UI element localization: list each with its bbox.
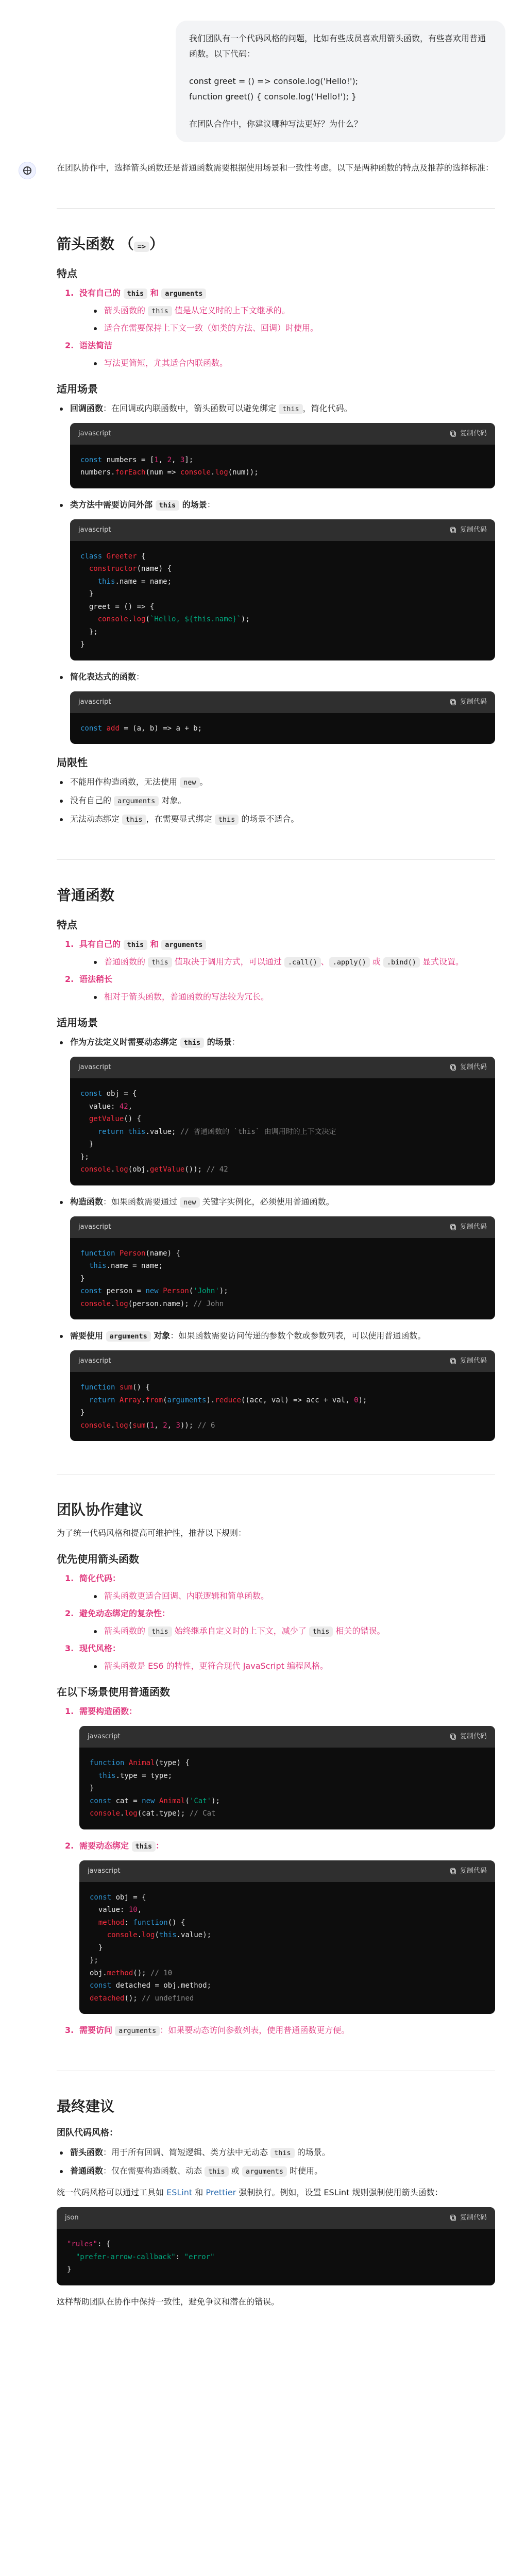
normal-scenes-title: 适用场景 xyxy=(57,1016,98,1029)
assistant-message xyxy=(57,161,495,2309)
code-content: "rules": { "prefer-arrow-callback": "error" } xyxy=(67,2240,215,2274)
normal-scenes-list xyxy=(59,1035,495,1441)
code-block xyxy=(79,1860,495,2014)
normal-section-title: 普通函数 xyxy=(57,887,115,904)
list-item: 写法更简短，尤其适合内联函数。 xyxy=(93,356,495,370)
list-item: 回调函数：在回调或内联函数中，箭头函数可以避免绑定 this ，简化代码。 javascript 复制代码 const numbers = [1, 2, 3]; numbers.forEach(num => console.log(num)); xyxy=(59,401,495,488)
copy-code-button[interactable]: 复制代码 xyxy=(450,1866,487,1877)
user-code-line-2: function greet() { console.log('Hello!'); } xyxy=(189,92,357,102)
divider xyxy=(57,208,495,209)
code-language: javascript xyxy=(78,526,111,534)
list-item: 1. 需要构造函数： javascript 复制代码 function Animal(type) { this.type = type; } const cat = new Animal('Cat'); console.log(cat.type); // Cat xyxy=(65,1704,495,1829)
normal-features-list xyxy=(65,937,495,1004)
arrow-limits-list xyxy=(59,775,495,826)
copy-code-button[interactable]: 复制代码 xyxy=(450,1355,487,1367)
user-text-2: 在团队合作中，你建议哪种写法更好？为什么？ xyxy=(189,118,363,129)
arrow-scenes-title: 适用场景 xyxy=(57,382,98,395)
copy-icon xyxy=(450,1064,457,1071)
code-content: function Person(name) { this.name = name; } const person = new Person('John'); console.log(person.name); // John xyxy=(80,1249,228,1308)
code-content: const obj = { value: 42, getValue() { return this.value; // 普通函数的 `this` 由调用时的上下文决定 } }; console.log(obj.getValue()); // 42 xyxy=(80,1090,336,1174)
list-item: 没有自己的 arguments 对象。 xyxy=(59,793,495,808)
copy-icon xyxy=(450,1224,457,1231)
normal-features-title: 特点 xyxy=(57,919,77,931)
list-item: 简化表达式的函数： javascript 复制代码 const add = (a, b) => a + b; xyxy=(59,670,495,744)
list-item: 相对于箭头函数，普通函数的写法较为冗长。 xyxy=(93,990,495,1004)
prefer-arrow-title: 优先使用箭头函数 xyxy=(57,1553,139,1566)
list-item: 箭头函数更适合回调、内联逻辑和简单函数。 xyxy=(93,1589,495,1603)
list-item: 2. 语法稍长 相对于箭头函数，普通函数的写法较为冗长。 xyxy=(65,972,495,1004)
final-section-title: 最终建议 xyxy=(57,2098,115,2115)
code-content: class Greeter { constructor(name) { this.name = name; } greet = () => { console.log(`Hello, ${this.name}`); }; } xyxy=(80,552,250,649)
copy-code-button[interactable]: 复制代码 xyxy=(450,1731,487,1743)
list-item: 1. 具有自己的 this 和 arguments 普通函数的 this 值取决于调用方式，可以通过 .call() 、 .apply() 或 .bind() 显式设置。 xyxy=(65,937,495,969)
code-block xyxy=(57,2207,495,2285)
team-section-title: 团队协作建议 xyxy=(57,1501,144,1519)
code-block xyxy=(70,1216,495,1320)
code-language: javascript xyxy=(78,1223,111,1231)
list-item: 需要使用 arguments 对象：如果函数需要访问传递的参数个数或参数列表，可以使用普通函数。 javascript 复制代码 function sum() { return Array.from(arguments).reduce((acc, val) => acc + val, 0); } console.log(sum(1, 2, 3)); // 6 xyxy=(59,1329,495,1441)
copy-code-button[interactable]: 复制代码 xyxy=(450,1062,487,1074)
copy-icon xyxy=(450,2214,457,2222)
divider xyxy=(57,1474,495,1475)
final-list xyxy=(59,2145,495,2178)
code-language: javascript xyxy=(78,1063,111,1072)
arrow-limits-title: 局限性 xyxy=(57,756,88,769)
copy-code-button[interactable]: 复制代码 xyxy=(450,697,487,708)
list-item: 不能用作构造函数，无法使用 new 。 xyxy=(59,775,495,789)
list-item: 3. 现代风格： 箭头函数是 ES6 的特性，更符合现代 JavaScript 编程风格。 xyxy=(65,1641,495,1673)
code-language: json xyxy=(65,2213,79,2222)
code-block xyxy=(70,1057,495,1185)
final-style-title: 团队代码风格： xyxy=(57,2128,118,2139)
list-item: 适合在需要保持上下文一致（如类的方法、回调）时使用。 xyxy=(93,321,495,335)
user-message xyxy=(176,21,505,142)
team-intro: 为了统一代码风格和提高可维护性，推荐以下规则： xyxy=(57,1528,247,1538)
eslint-link[interactable]: ESLint xyxy=(166,2188,193,2198)
arrow-features-title: 特点 xyxy=(57,267,77,280)
closing-text: 这样帮助团队在协作中保持一致性，避免争议和潜在的错误。 xyxy=(57,2296,280,2307)
code-language: javascript xyxy=(78,1357,111,1365)
assistant-avatar xyxy=(19,162,36,179)
list-item: 普通函数：仅在需要构造函数、动态 this 或 arguments 时使用。 xyxy=(59,2164,495,2178)
list-item: 2. 避免动态绑定的复杂性： 箭头函数的 this 始终继承自定义时的上下文，减少了 this 相关的错误。 xyxy=(65,1606,495,1638)
use-normal-list xyxy=(65,1704,495,2038)
list-item: 构造函数：如果函数需要通过 new 关键字实例化，必须使用普通函数。 javascript 复制代码 function Person(name) { this.name = name; } const person = new Person('John'); console.log(person.name); // John xyxy=(59,1195,495,1320)
list-item: 箭头函数的 this 值是从定义时的上下文继承的。 xyxy=(93,303,495,318)
list-item: 箭头函数：用于所有回调、简短逻辑、类方法中无动态 this 的场景。 xyxy=(59,2145,495,2160)
code-content: function Animal(type) { this.type = type; } const cat = new Animal('Cat'); console.log(cat.type); // Cat xyxy=(90,1759,220,1818)
list-item: 普通函数的 this 值取决于调用方式，可以通过 .call() 、 .apply() 或 .bind() 显式设置。 xyxy=(93,955,495,969)
code-language: javascript xyxy=(78,429,111,437)
prefer-arrow-list xyxy=(65,1571,495,1673)
code-block xyxy=(70,1350,495,1441)
lint-text: 统一代码风格可以通过工具如 ESLint 和 Prettier 强制执行。例如，设置 ESLint 规则强制使用箭头函数： xyxy=(57,2188,443,2198)
code-language: javascript xyxy=(88,1867,121,1875)
list-item: 1. 简化代码： 箭头函数更适合回调、内联逻辑和简单函数。 xyxy=(65,1571,495,1603)
code-language: javascript xyxy=(78,698,111,706)
user-text-1: 我们团队有一个代码风格的问题，比如有些成员喜欢用箭头函数，有些喜欢用普通函数。以下代码： xyxy=(189,33,486,59)
copy-icon xyxy=(450,1358,457,1365)
list-item: 箭头函数是 ES6 的特性，更符合现代 JavaScript 编程风格。 xyxy=(93,1659,495,1673)
code-content: const add = (a, b) => a + b; xyxy=(80,724,202,733)
list-item: 无法动态绑定 this ，在需要显式绑定 this 的场景不适合。 xyxy=(59,812,495,826)
code-content: const numbers = [1, 2, 3]; numbers.forEach(num => console.log(num)); xyxy=(80,455,259,477)
code-language: javascript xyxy=(88,1733,121,1741)
list-item: 箭头函数的 this 始终继承自定义时的上下文，减少了 this 相关的错误。 xyxy=(93,1624,495,1638)
copy-icon xyxy=(450,1868,457,1875)
prettier-link[interactable]: Prettier xyxy=(206,2188,236,2198)
divider xyxy=(57,859,495,860)
list-item: 3. 需要访问 arguments ：如果要动态访问参数列表，使用普通函数更方便。 xyxy=(65,2025,350,2036)
copy-icon xyxy=(450,699,457,706)
list-item: 2. 需要动态绑定 this ： javascript 复制代码 const obj = { value: 10, method: function() { console.log(this.value); } }; obj.method(); // 10 const detached = obj.method; detached(); // undefined xyxy=(65,1839,495,2014)
copy-code-button[interactable]: 复制代码 xyxy=(450,428,487,440)
code-content: const obj = { value: 10, method: function() { console.log(this.value); } }; obj.method(); // 10 const detached = obj.method; detached(); // undefined xyxy=(90,1893,212,2003)
code-block xyxy=(70,691,495,744)
copy-code-button[interactable]: 复制代码 xyxy=(450,2212,487,2224)
intro-text: 在团队协作中，选择箭头函数还是普通函数需要根据使用场景和一致性考虑。以下是两种函数的特点及推荐的选择标准： xyxy=(57,162,494,173)
code-block xyxy=(70,423,495,488)
list-item: 作为方法定义时需要动态绑定 this 的场景： javascript 复制代码 const obj = { value: 42, getValue() { return this.value; // 普通函数的 `this` 由调用时的上下文决定 } }; console.log(obj.getValue()); // 42 xyxy=(59,1035,495,1185)
arrow-features-list xyxy=(65,286,495,370)
copy-code-button[interactable]: 复制代码 xyxy=(450,524,487,536)
use-normal-title: 在以下场景使用普通函数 xyxy=(57,1686,170,1699)
copy-icon xyxy=(450,430,457,437)
list-item: 2. 语法简洁 写法更简短，尤其适合内联函数。 xyxy=(65,338,495,370)
list-item: 类方法中需要访问外部 this 的场景： javascript 复制代码 class Greeter { constructor(name) { this.name = name; } greet = () => { console.log(`Hello, ${this.name}`); }; } xyxy=(59,498,495,660)
arrow-section-title: 箭头函数 （ => ） xyxy=(57,235,164,252)
copy-icon xyxy=(450,527,457,534)
code-block xyxy=(70,519,495,660)
copy-code-button[interactable]: 复制代码 xyxy=(450,1222,487,1233)
code-block xyxy=(79,1726,495,1829)
copy-icon xyxy=(450,1733,457,1740)
code-content: function sum() { return Array.from(arguments).reduce((acc, val) => acc + val, 0); } console.log(sum(1, 2, 3)); // 6 xyxy=(80,1383,367,1430)
arrow-scenes-list xyxy=(59,401,495,744)
list-item: 1. 没有自己的 this 和 arguments 箭头函数的 this 值是从定义时的上下文继承的。 适合在需要保持上下文一致（如类的方法、回调）时使用。 xyxy=(65,286,495,335)
openai-logo-icon xyxy=(21,164,33,177)
user-code-line-1: const greet = () => console.log('Hello!'); xyxy=(189,76,359,86)
